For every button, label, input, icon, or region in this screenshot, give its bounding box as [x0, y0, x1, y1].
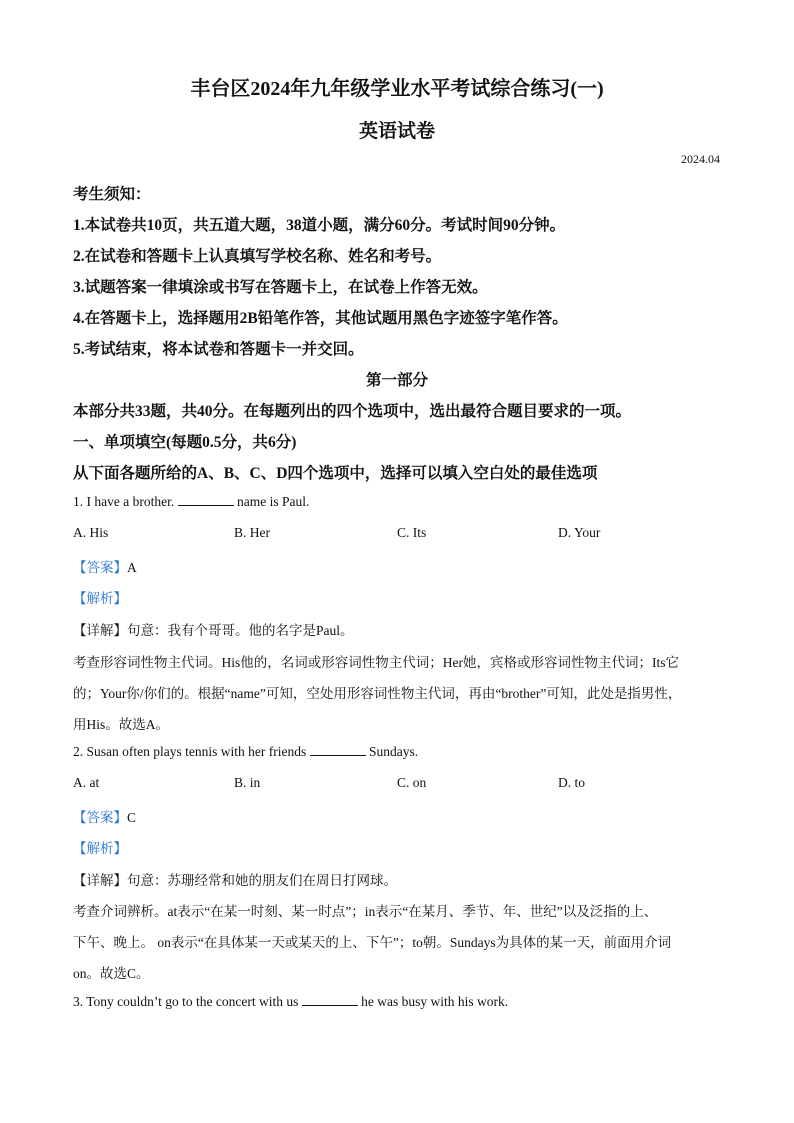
option-d: D. Your [558, 525, 601, 540]
explanation-line: 考查介词辨析。at表示“在某一时刻、某一时点”；in表示“在某月、季节、年、世纪”以及泛指的上、 [73, 904, 658, 919]
notice-item: 4.在答题卡上，选择题用2B铅笔作答，其他试题用黑色字迹签字笔作答。 [73, 310, 568, 327]
answer-line [73, 556, 137, 576]
detail-tag: 【详解】 [73, 873, 127, 888]
option-d: D. to [558, 775, 585, 790]
analysis-line [73, 837, 127, 857]
stem-text: 3. Tony couldn’t go to the concert with us [73, 994, 302, 1009]
answer-line [73, 806, 136, 826]
detail-text: 句意：我有个哥哥。他的名字是Paul。 [127, 623, 354, 638]
question-stem [73, 494, 309, 510]
explanation-line: 下午、晚上。 on表示“在具体某一天或某天的上、下午”；to朝。Sundays为具体的某一天，前面用介词 [73, 935, 672, 950]
option-b: B. in [234, 775, 261, 790]
explanation-line: 考查形容词性物主代词。His他的，名词或形容词性物主代词；Her她，宾格或形容词性物主代词；Its它 [73, 655, 679, 670]
option-b: B. Her [234, 525, 270, 540]
answer-blank [302, 994, 358, 1006]
exam-title: 丰台区2024年九年级学业水平考试综合练习(一) [190, 78, 604, 100]
answer-tag: 【答案】 [73, 810, 127, 825]
stem-text: he was busy with his work. [357, 994, 509, 1009]
notice-item: 2.在试卷和答题卡上认真填写学校名称、姓名和考号。 [73, 248, 442, 265]
section-instruction: 从下面各题所给的A、B、C、D四个选项中，选择可以填入空白处的最佳选项 [73, 465, 598, 482]
detail-line [73, 619, 354, 639]
stem-text: 1. I have a brother. [73, 494, 178, 509]
exam-subtitle: 英语试卷 [358, 121, 435, 142]
notice-item: 3.试题答案一律填涂或书写在答题卡上，在试卷上作答无效。 [73, 279, 488, 296]
answer-value: A [127, 560, 137, 575]
option-a: A. His [73, 525, 109, 540]
answer-value: C [127, 810, 137, 825]
detail-line [73, 869, 397, 889]
analysis-line [73, 587, 127, 607]
answer-tag: 【答案】 [73, 560, 127, 575]
answer-blank [310, 744, 366, 756]
explanation-line: on。故选C。 [73, 966, 150, 981]
analysis-tag: 【解析】 [73, 841, 127, 856]
notice-heading: 考生须知： [73, 186, 151, 203]
part-name: 第一部分 [365, 372, 428, 389]
stem-text: 2. Susan often plays tennis with her friends [73, 744, 310, 759]
stem-text: Sundays. [365, 744, 419, 759]
answer-blank [178, 494, 234, 506]
question-stem [73, 744, 418, 760]
question-stem [73, 994, 508, 1010]
explanation-line: 用His。故选A。 [73, 717, 170, 732]
detail-tag: 【详解】 [73, 623, 127, 638]
analysis-tag: 【解析】 [73, 591, 127, 606]
notice-item: 1.本试卷共10页，共五道大题，38道小题，满分60分。考试时间90分钟。 [73, 217, 566, 234]
option-a: A. at [73, 775, 100, 790]
section-title: 一、单项填空(每题0.5分，共6分) [73, 434, 297, 451]
detail-text: 句意：苏珊经常和她的朋友们在周日打网球。 [127, 873, 397, 888]
stem-text: name is Paul. [233, 494, 310, 509]
explanation-line: 的；Your你/你们的。根据“name”可知，空处用形容词性物主代词，再由“brother”可知，此处是指男性， [73, 686, 682, 701]
part-intro: 本部分共33题，共40分。在每题列出的四个选项中，选出最符合题目要求的一项。 [73, 403, 632, 420]
option-c: C. Its [397, 525, 427, 540]
exam-date: 2024.04 [681, 152, 720, 166]
notice-item: 5.考试结束，将本试卷和答题卡一并交回。 [73, 341, 364, 358]
option-c: C. on [397, 775, 427, 790]
